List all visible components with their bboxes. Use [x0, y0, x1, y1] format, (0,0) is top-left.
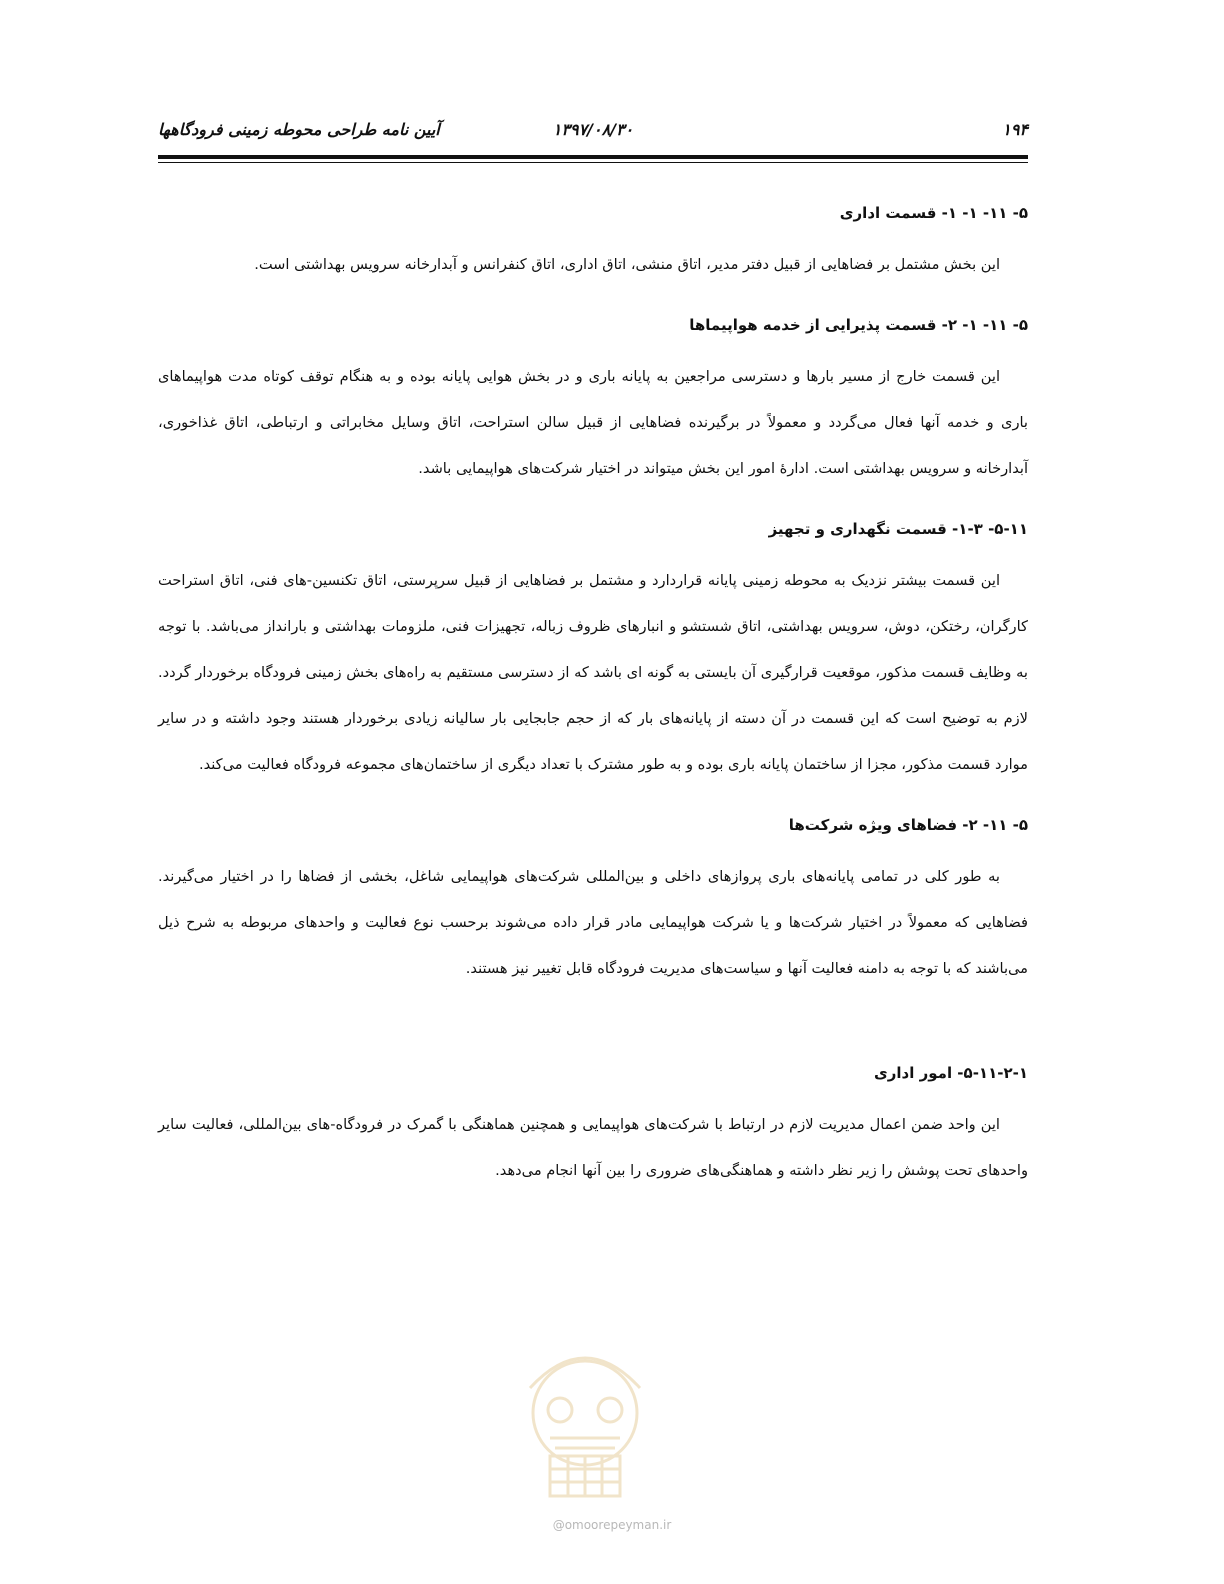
section-heading: ۵- ۱۱- ۲- فضاهای ویژه شرکت‌ها: [788, 816, 1028, 834]
footer-url: @omoorepeyman.ir: [552, 1518, 672, 1532]
section-heading: ۵- ۱۱- ۱- ۱- قسمت اداری: [839, 204, 1028, 222]
section-heading: ۵-۱۱- ۱-۳- قسمت نگهداری و تجهیز: [768, 520, 1028, 538]
page-header: [158, 118, 1028, 148]
header-title: آیین نامه طراحی محوطه زمینی فرودگاهها: [158, 120, 440, 139]
header-rule-thick: [158, 155, 1028, 159]
page-number: ۱۹۴: [1002, 120, 1028, 139]
header-rule-thin: [158, 162, 1028, 163]
section-paragraph: این قسمت بیشتر نزدیک به محوطه زمینی پایانه قراردارد و مشتمل بر فضاهایی از قبیل سرپرستی، اتاق تکنسین-های فنی، اتاق استراحت کارگران، رختکن، دوش، سرویس بهداشتی، اتاق شستشو و انبارهای ظروف زباله، تجهیزات فنی، ملزومات بهداشتی و بارانداز می‌باشد. با توجه به وظایف قسمت مذکور، موقعیت قرارگیری آن بایستی به گونه ای باشد که از دسترسی مستقیم به راه‌های بخش زمینی فرودگاه برخوردار گردد. لازم به توضیح است که این قسمت در آن دسته از پایانه‌های بار که از حجم جابجایی بار سالیانه زیادی برخوردار هستند وجود داشته و در سایر موارد قسمت مذکور، مجزا از ساختمان پایانه باری بوده و به طور مشترک با تعداد دیگری از ساختمان‌های مجموعه فرودگاه فعالیت می‌کند.: [158, 572, 1028, 773]
section-heading: ۵-۱۱-۲-۱- امور اداری: [874, 1064, 1028, 1082]
section-paragraph: به طور کلی در تمامی پایانه‌های باری پروازهای داخلی و بین‌المللی شرکت‌های هواپیمایی شاغل، بخشی از فضاها را در اختیار می‌گیرند. فضاهایی که معمولاً در اختیار شرکت‌ها و یا شرکت هواپیمایی مادر قرار داده می‌شوند برحسب نوع فعالیت و واحدهای مربوطه به شرح ذیل می‌باشند که با توجه به دامنه فعالیت آنها و سیاست‌های مدیریت فرودگاه قابل تغییر نیز هستند.: [158, 868, 1028, 977]
seal-logo-icon: [510, 1318, 660, 1508]
section-paragraph: این قسمت خارج از مسیر بارها و دسترسی مراجعین به پایانه باری و در بخش هوایی پایانه بوده و به هنگام توقف کوتاه مدت هواپیماهای باری و خدمه آنها فعال می‌گردد و معمولاً در برگیرنده فضاهایی از قبیل سالن استراحت، اتاق وسایل مخابراتی و ارتباطی، اتاق غذاخوری، آبدارخانه و سرویس بهداشتی است. ادارهٔ امور این بخش میتواند در اختیار شرکت‌های هواپیمایی باشد.: [158, 368, 1028, 477]
section-paragraph: این بخش مشتمل بر فضاهایی از قبیل دفتر مدیر، اتاق منشی، اتاق اداری، اتاق کنفرانس و آبدارخانه سرویس بهداشتی است.: [254, 256, 1000, 273]
section-heading: ۵- ۱۱- ۱- ۲- قسمت پذیرایی از خدمه هواپیماها: [689, 316, 1028, 334]
document-body: [158, 198, 1028, 1216]
header-date: ۱۳۹۷/۰۸/۳۰: [552, 120, 634, 139]
section-spacer: [158, 1014, 1028, 1058]
section-paragraph: این واحد ضمن اعمال مدیریت لازم در ارتباط با شرکت‌های هواپیمایی و همچنین هماهنگی با گمرک در فرودگاه-های بین‌المللی، فعالیت سایر واحدهای تحت پوشش را زیر نظر داشته و هماهنگی‌های ضروری را بین آنها انجام می‌دهد.: [158, 1116, 1028, 1179]
